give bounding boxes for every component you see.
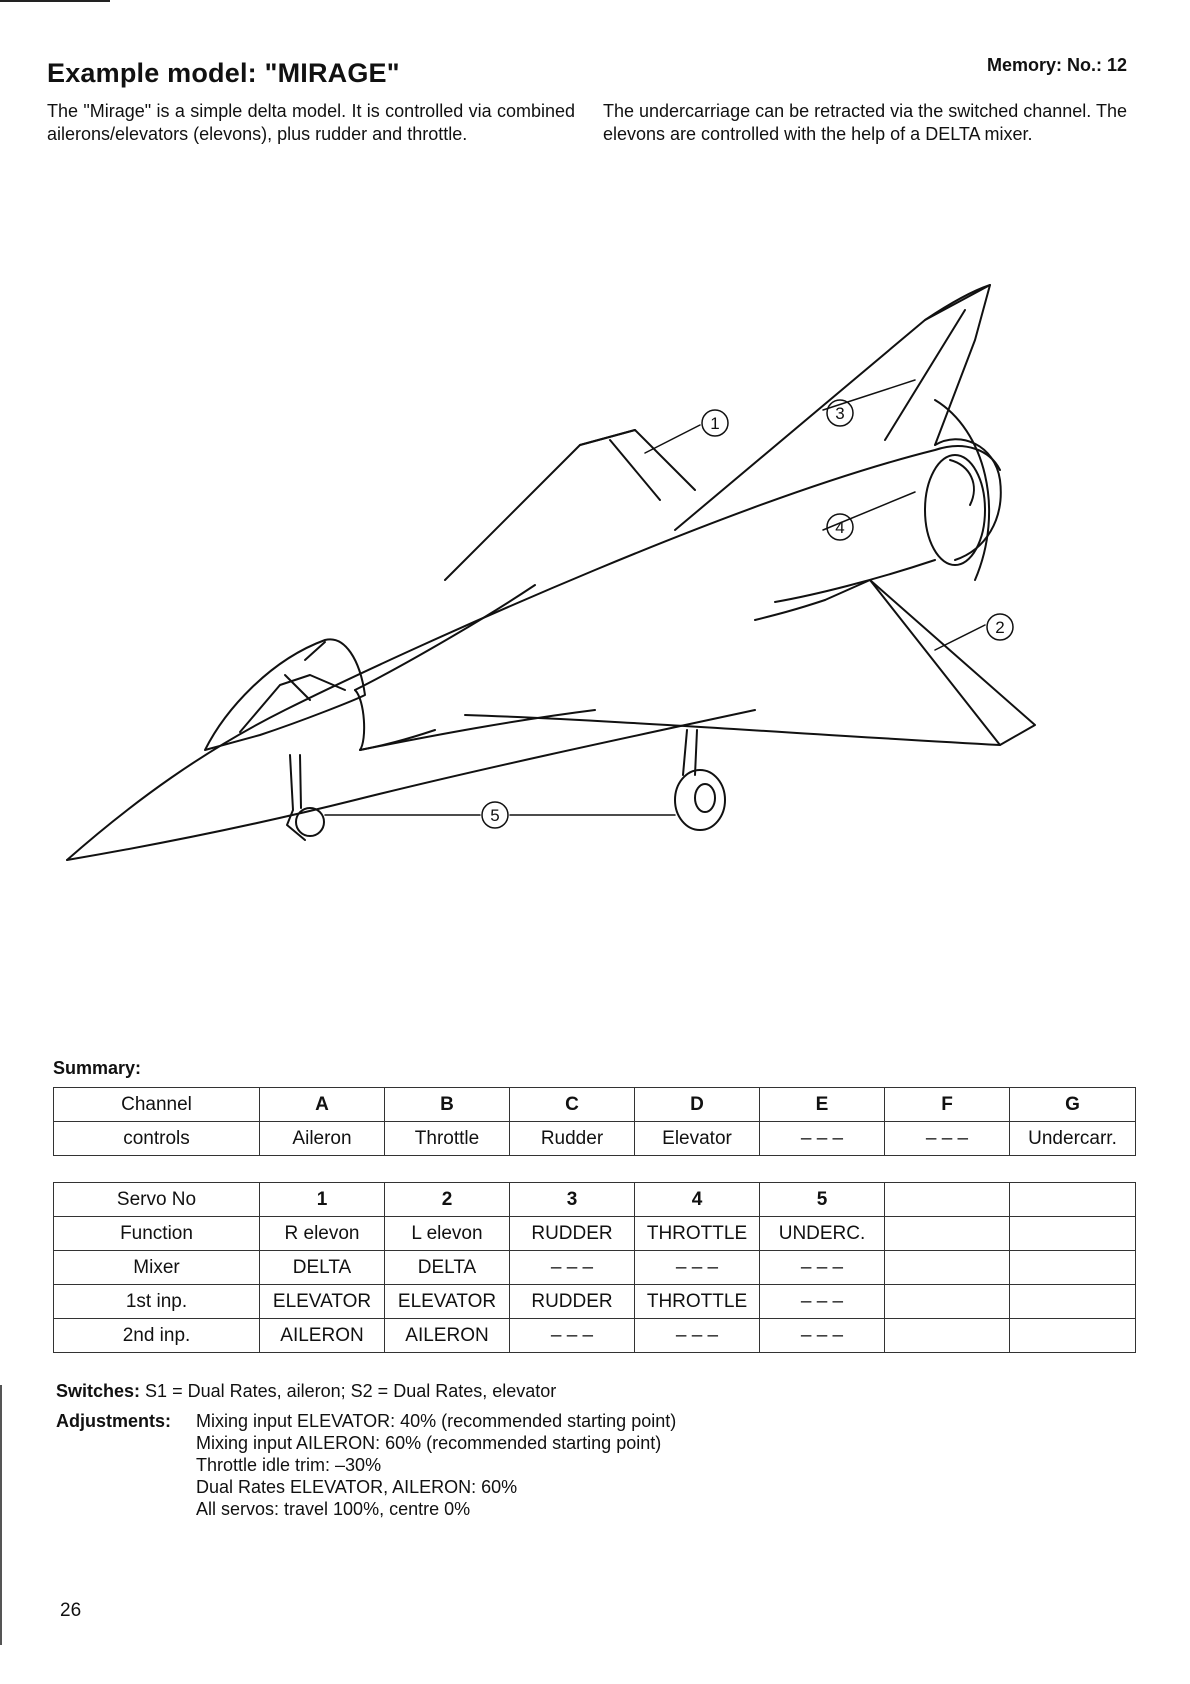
table-cell: B <box>385 1088 510 1122</box>
list-item: Mixing input AILERON: 60% (recommended starting point) <box>196 1433 662 1453</box>
adjustments-label: Adjustments: <box>56 1411 172 1431</box>
table-row <box>54 1319 1136 1353</box>
page-title: Example model: "MIRAGE" <box>47 58 400 88</box>
right-wing <box>465 580 1035 745</box>
intro-right-paragraph: The undercarriage can be retracted via the switched channel. The elevons are controlled with the help of a DELTA mixer. <box>603 101 1127 144</box>
table-row <box>54 1088 1136 1122</box>
list-item: All servos: travel 100%, centre 0% <box>196 1499 471 1519</box>
table-cell: Channel <box>54 1088 260 1122</box>
corner-rule <box>0 0 110 2</box>
table-cell <box>1010 1183 1136 1217</box>
table-cell: Throttle <box>385 1122 510 1156</box>
table-cell: DELTA <box>260 1251 385 1285</box>
table-cell: 3 <box>510 1183 635 1217</box>
table-cell: Aileron <box>260 1122 385 1156</box>
table-cell <box>1010 1285 1136 1319</box>
table-cell <box>885 1217 1010 1251</box>
table-row <box>54 1251 1136 1285</box>
switches-text: S1 = Dual Rates, aileron; S2 = Dual Rates, elevator <box>145 1381 557 1401</box>
table-cell: – – – <box>760 1319 885 1353</box>
callout-1-label: 1 <box>710 414 720 433</box>
table-row <box>54 1217 1136 1251</box>
table-cell: ELEVATOR <box>385 1285 510 1319</box>
table-cell: G <box>1010 1088 1136 1122</box>
table-cell: RUDDER <box>510 1285 635 1319</box>
channel-table <box>53 1087 1136 1156</box>
table-cell: D <box>635 1088 760 1122</box>
table-cell <box>885 1319 1010 1353</box>
table-cell: DELTA <box>385 1251 510 1285</box>
table-cell: – – – <box>635 1319 760 1353</box>
table-cell: 1 <box>260 1183 385 1217</box>
adjustments-list <box>196 1410 676 1520</box>
nose-underside <box>67 710 755 860</box>
callout-4-label: 4 <box>835 518 845 537</box>
table-cell: – – – <box>510 1251 635 1285</box>
table-cell: C <box>510 1088 635 1122</box>
memory-number: Memory: No.: 12 <box>986 55 1127 75</box>
table-cell: UNDERC. <box>760 1217 885 1251</box>
table-cell: THROTTLE <box>635 1217 760 1251</box>
table-cell: controls <box>54 1122 260 1156</box>
fuselage-outline <box>67 446 1000 860</box>
table-cell: Elevator <box>635 1122 760 1156</box>
table-cell: Undercarr. <box>1010 1122 1136 1156</box>
table-cell: A <box>260 1088 385 1122</box>
page-edge-line <box>0 1385 2 1645</box>
table-cell: 2nd inp. <box>54 1319 260 1353</box>
table-cell: 1st inp. <box>54 1285 260 1319</box>
list-item: Throttle idle trim: –30% <box>196 1455 382 1475</box>
table-row <box>54 1122 1136 1156</box>
mirage-aircraft-drawing <box>55 280 1135 920</box>
table-cell: L elevon <box>385 1217 510 1251</box>
table-cell <box>885 1183 1010 1217</box>
table-cell: RUDDER <box>510 1217 635 1251</box>
air-intake <box>355 690 435 750</box>
table-cell: F <box>885 1088 1010 1122</box>
table-cell <box>1010 1217 1136 1251</box>
intro-left-paragraph: The "Mirage" is a simple delta model. It is controlled via combined ailerons/elevators (elevons), plus rudder and throttle. <box>47 101 575 144</box>
page-number: 26 <box>60 1600 82 1621</box>
summary-heading: Summary: <box>53 1058 142 1078</box>
table-cell: 4 <box>635 1183 760 1217</box>
table-cell <box>1010 1251 1136 1285</box>
table-cell <box>885 1251 1010 1285</box>
table-cell: Mixer <box>54 1251 260 1285</box>
table-cell: Rudder <box>510 1122 635 1156</box>
callout-2-label: 2 <box>995 618 1005 637</box>
adjustments-label-row <box>56 1410 171 1432</box>
left-wing <box>445 430 695 580</box>
table-cell: – – – <box>760 1122 885 1156</box>
callout-3-label: 3 <box>835 404 845 423</box>
table-cell: Servo No <box>54 1183 260 1217</box>
table-row <box>54 1183 1136 1217</box>
table-cell: Function <box>54 1217 260 1251</box>
list-item: Mixing input ELEVATOR: 40% (recommended starting point) <box>196 1411 677 1431</box>
list-item: Dual Rates ELEVATOR, AILERON: 60% <box>196 1477 518 1497</box>
switches-label: Switches: <box>56 1381 141 1401</box>
table-cell: E <box>760 1088 885 1122</box>
main-gear <box>683 730 687 775</box>
table-cell: R elevon <box>260 1217 385 1251</box>
switches-note <box>56 1380 556 1402</box>
callout-5-label: 5 <box>490 806 500 825</box>
table-cell: – – – <box>760 1285 885 1319</box>
servo-table <box>53 1182 1136 1353</box>
table-cell: AILERON <box>260 1319 385 1353</box>
table-cell: ELEVATOR <box>260 1285 385 1319</box>
table-cell: – – – <box>885 1122 1010 1156</box>
table-cell: AILERON <box>385 1319 510 1353</box>
table-row <box>54 1285 1136 1319</box>
table-cell: THROTTLE <box>635 1285 760 1319</box>
table-cell: – – – <box>635 1251 760 1285</box>
canopy <box>205 639 365 750</box>
table-cell <box>885 1285 1010 1319</box>
table-cell: – – – <box>760 1251 885 1285</box>
table-cell: – – – <box>510 1319 635 1353</box>
table-cell: 5 <box>760 1183 885 1217</box>
table-cell <box>1010 1319 1136 1353</box>
table-cell: 2 <box>385 1183 510 1217</box>
